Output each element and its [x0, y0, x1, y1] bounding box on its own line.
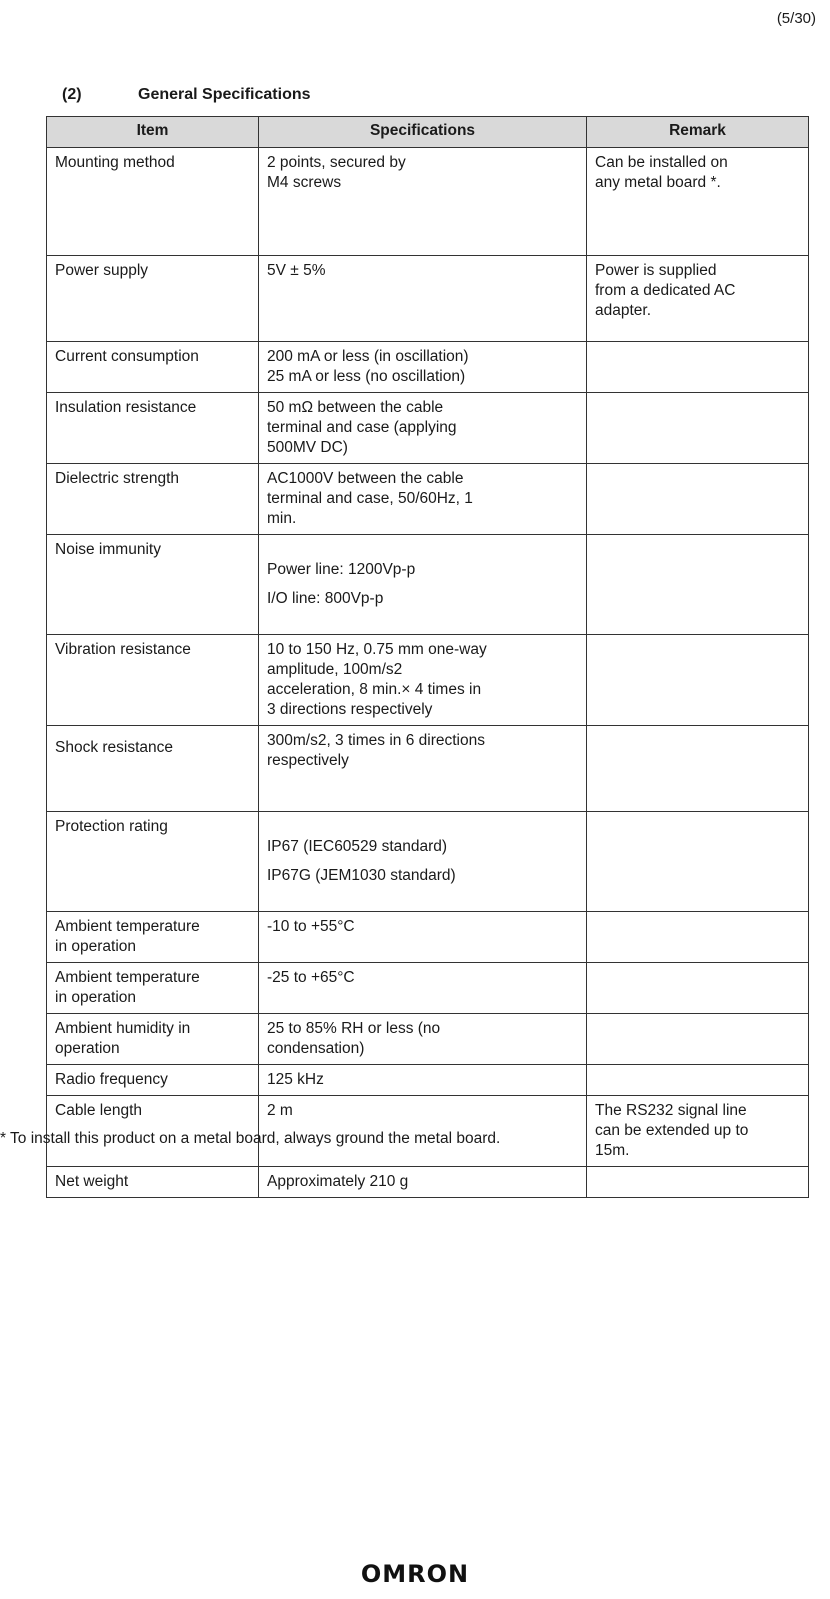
cell-remark	[587, 912, 809, 963]
cell-remark: Can be installed on any metal board *.	[587, 148, 809, 256]
cell-remark	[587, 535, 809, 635]
cell-spec: Approximately 210 g	[259, 1167, 587, 1198]
table-row	[47, 963, 809, 1014]
cell-item: Radio frequency	[47, 1065, 259, 1096]
cell-item: Shock resistance	[47, 726, 259, 812]
table-row	[47, 812, 809, 912]
cell-spec: 2 m	[259, 1096, 587, 1167]
cell-remark	[587, 812, 809, 912]
table-row	[47, 342, 809, 393]
cell-spec: -10 to +55°C	[259, 912, 587, 963]
table-header-row	[47, 117, 809, 148]
cell-spec: 300m/s2, 3 times in 6 directions respectively	[259, 726, 587, 812]
cell-item: Noise immunity	[47, 535, 259, 635]
cell-item: Protection rating	[47, 812, 259, 912]
cell-item: Insulation resistance	[47, 393, 259, 464]
cell-item: Ambient humidity in operation	[47, 1014, 259, 1065]
cell-spec	[259, 535, 587, 635]
table-row	[47, 1014, 809, 1065]
cell-item: Power supply	[47, 256, 259, 342]
section-title: General Specifications	[138, 86, 311, 103]
cell-item: Cable length	[47, 1096, 259, 1167]
cell-item: Net weight	[47, 1167, 259, 1198]
cell-remark	[587, 342, 809, 393]
table-row	[47, 148, 809, 256]
cell-remark	[587, 726, 809, 812]
table-row	[47, 1167, 809, 1198]
cell-item: Ambient temperature in operation	[47, 963, 259, 1014]
cell-spec-line: Power line: 1200Vp-p	[267, 561, 416, 578]
page-number: (5/30)	[776, 10, 816, 27]
cell-spec-line: I/O line: 800Vp-p	[267, 590, 384, 607]
cell-spec: 125 kHz	[259, 1065, 587, 1096]
cell-remark	[587, 635, 809, 726]
cell-item: Mounting method	[47, 148, 259, 256]
header-specifications: Specifications	[259, 117, 587, 148]
general-specifications-table	[46, 116, 809, 1198]
cell-remark	[587, 1167, 809, 1198]
cell-spec: 5V ± 5%	[259, 256, 587, 342]
table-row	[47, 726, 809, 812]
cell-remark	[587, 1065, 809, 1096]
cell-spec: 25 to 85% RH or less (no condensation)	[259, 1014, 587, 1065]
table-row	[47, 635, 809, 726]
cell-item: Ambient temperature in operation	[47, 912, 259, 963]
cell-spec: AC1000V between the cable terminal and case, 50/60Hz, 1 min.	[259, 464, 587, 535]
table-row	[47, 393, 809, 464]
cell-spec: 50 mΩ between the cable terminal and case (applying 500MV DC)	[259, 393, 587, 464]
cell-spec-line: IP67G (JEM1030 standard)	[267, 867, 456, 884]
cell-spec: 200 mA or less (in oscillation) 25 mA or less (no oscillation)	[259, 342, 587, 393]
cell-item: Vibration resistance	[47, 635, 259, 726]
cell-spec	[259, 812, 587, 912]
omron-logo: OMRON	[360, 1560, 470, 1588]
cell-spec: -25 to +65°C	[259, 963, 587, 1014]
table-row	[47, 912, 809, 963]
table-row	[47, 256, 809, 342]
cell-remark: Power is supplied from a dedicated AC adapter.	[587, 256, 809, 342]
table-row	[47, 464, 809, 535]
footnote: * To install this product on a metal board, always ground the metal board.	[0, 1130, 501, 1147]
cell-spec: 2 points, secured by M4 screws	[259, 148, 587, 256]
cell-remark	[587, 1014, 809, 1065]
cell-remark	[587, 393, 809, 464]
section-heading	[62, 86, 311, 104]
cell-remark	[587, 464, 809, 535]
cell-item: Dielectric strength	[47, 464, 259, 535]
cell-item: Current consumption	[47, 342, 259, 393]
header-remark: Remark	[587, 117, 809, 148]
cell-remark	[587, 963, 809, 1014]
cell-spec: 10 to 150 Hz, 0.75 mm one-way amplitude, 100m/s2 acceleration, 8 min.× 4 times in 3 directions respectively	[259, 635, 587, 726]
section-number: (2)	[62, 86, 82, 103]
table-row	[47, 1065, 809, 1096]
cell-remark: The RS232 signal line can be extended up to 15m.	[587, 1096, 809, 1167]
header-item: Item	[47, 117, 259, 148]
cell-spec-line: IP67 (IEC60529 standard)	[267, 838, 448, 855]
table-row	[47, 535, 809, 635]
